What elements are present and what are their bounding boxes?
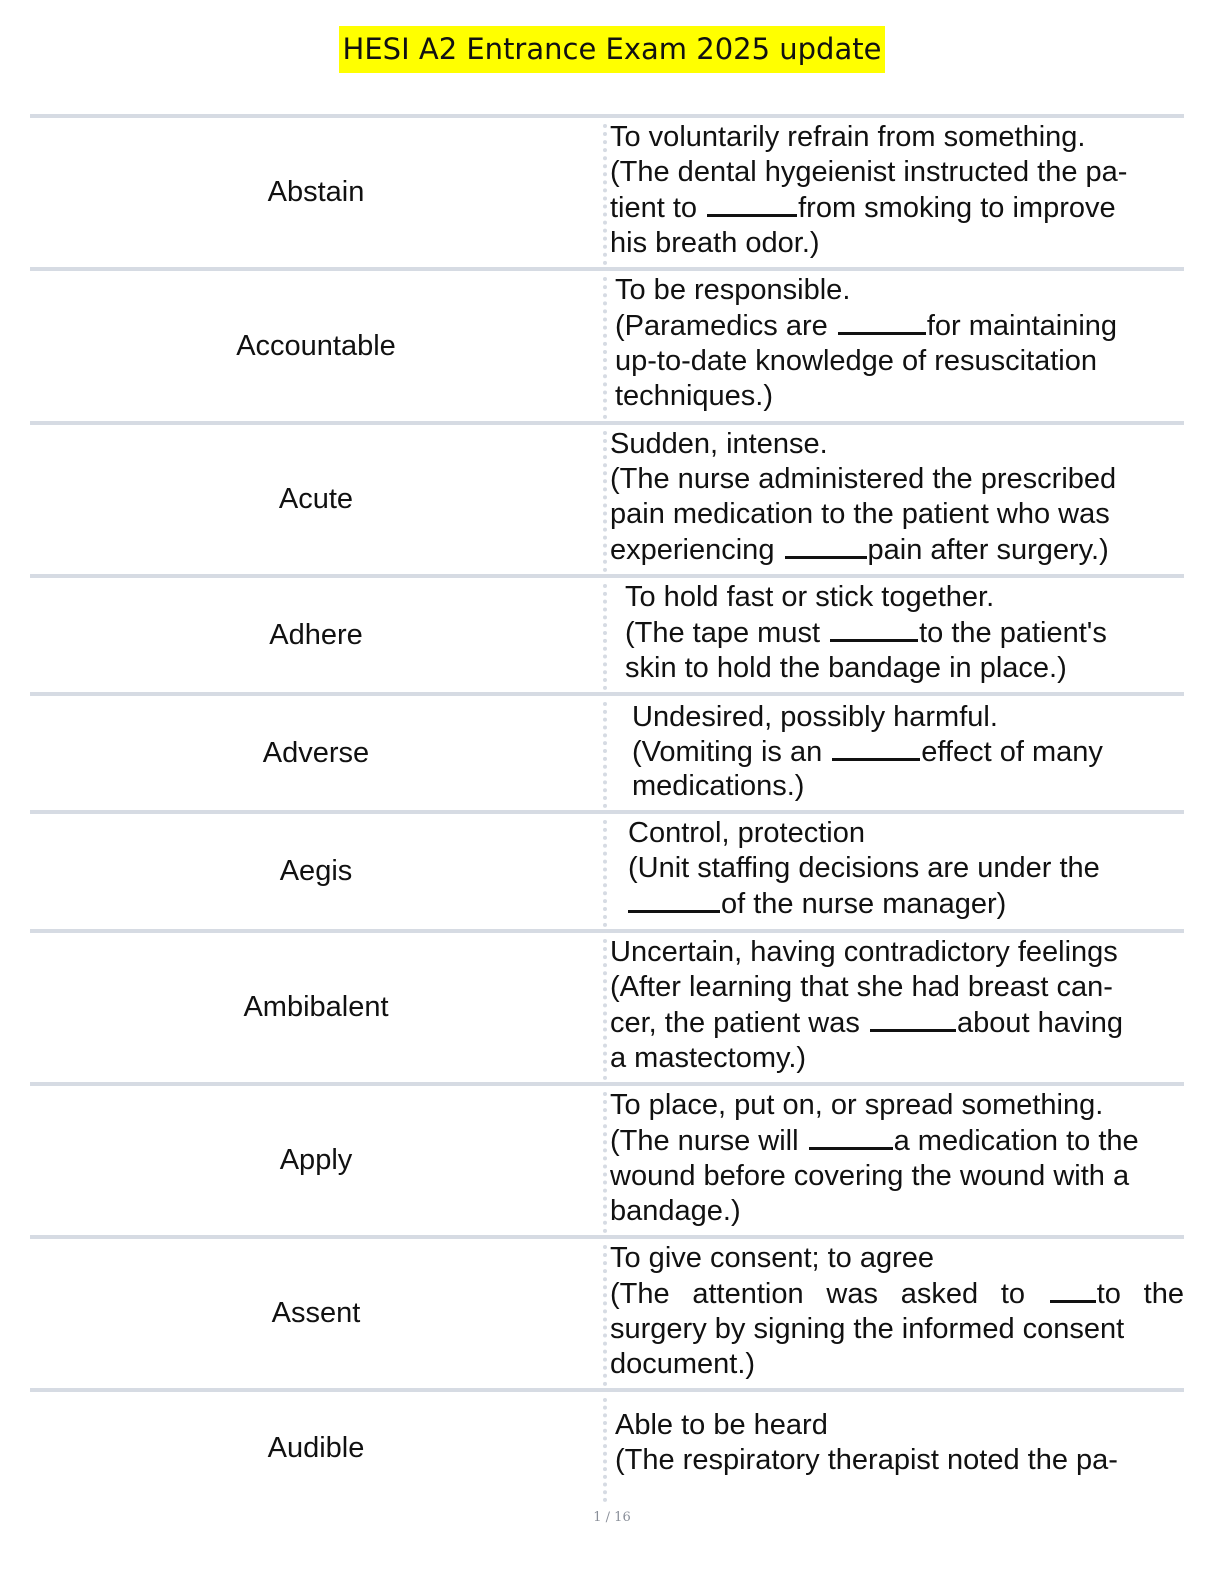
example-line: (Paramedics are for maintaining	[615, 310, 1118, 342]
example-line: bandage.)	[610, 1195, 741, 1227]
page-title: HESI A2 Entrance Exam 2025 update	[339, 26, 886, 73]
example-line: (The dental hygeienist instructed the pa-	[610, 156, 1128, 188]
blank-line	[838, 308, 926, 335]
example-line: experiencing pain after surgery.)	[610, 534, 1109, 566]
example-line: techniques.)	[615, 380, 773, 412]
column-divider	[603, 1092, 607, 1233]
example-line: (The nurse will a medication to the	[610, 1125, 1139, 1157]
table-row	[30, 692, 1184, 810]
example-line: document.)	[610, 1348, 756, 1380]
definition-line: Undesired, possibly harmful.	[632, 701, 998, 733]
column-divider	[603, 702, 607, 808]
definition-line: Uncertain, having contradictory feelings	[610, 936, 1118, 968]
blank-line	[830, 615, 918, 642]
example-line: (Vomiting is an effect of many	[632, 736, 1103, 768]
definition-cell	[610, 1088, 1184, 1229]
column-divider	[603, 1245, 607, 1386]
column-divider	[603, 431, 607, 572]
column-divider	[603, 939, 607, 1080]
table-row	[30, 267, 1184, 421]
table-row	[30, 810, 1184, 929]
column-divider	[603, 277, 607, 419]
term-cell: Accountable	[236, 329, 396, 362]
column-divider	[603, 820, 607, 927]
column-divider	[603, 1398, 607, 1502]
vocab-table	[30, 114, 1184, 1504]
definition-line: To be responsible.	[615, 274, 851, 306]
blank-line	[628, 886, 720, 913]
term-cell: Abstain	[267, 176, 365, 208]
table-row	[30, 421, 1184, 574]
blank-line	[707, 190, 797, 217]
table-row	[30, 1235, 1184, 1388]
example-line: skin to hold the bandage in place.)	[625, 652, 1067, 684]
page-number: 1 / 16	[593, 1510, 631, 1525]
blank-line	[832, 734, 920, 761]
example-line: cer, the patient was about having	[610, 1007, 1124, 1039]
title-wrap	[0, 26, 1224, 73]
definition-line: To voluntarily refrain from something.	[610, 121, 1086, 153]
example-line: (The tape must to the patient's	[625, 617, 1107, 649]
example-line: up-to-date knowledge of resuscitation	[615, 345, 1098, 377]
term-cell: Aegis	[279, 855, 353, 887]
example-line: (The attention was asked to to the	[610, 1278, 1184, 1310]
definition-line: To place, put on, or spread something.	[610, 1089, 1104, 1121]
example-line: tient to from smoking to improve	[610, 192, 1116, 224]
blank-line	[809, 1123, 893, 1150]
term-cell: Apply	[279, 1144, 353, 1176]
example-line: (Unit staffing decisions are under the	[628, 852, 1100, 884]
definition-line: To give consent; to agree	[610, 1242, 935, 1274]
definition-cell	[615, 1408, 1184, 1478]
definition-cell	[610, 1241, 1184, 1382]
table-row	[30, 114, 1184, 267]
example-line: (After learning that she had breast can-	[610, 971, 1113, 1003]
term-cell: Ambibalent	[243, 991, 389, 1023]
column-divider	[603, 584, 607, 690]
example-line: surgery by signing the informed consent	[610, 1313, 1125, 1345]
definition-cell	[610, 935, 1184, 1076]
example-line: (The nurse administered the prescribed	[610, 463, 1117, 495]
example-line: a mastectomy.)	[610, 1042, 807, 1074]
table-row	[30, 574, 1184, 692]
term-cell: Assent	[271, 1297, 361, 1329]
example-line: medications.)	[632, 770, 805, 802]
example-line: wound before covering the wound with a	[610, 1160, 1130, 1192]
example-line: his breath odor.)	[610, 227, 820, 259]
definition-line: To hold fast or stick together.	[625, 581, 995, 613]
definition-cell	[610, 427, 1184, 568]
table-row	[30, 929, 1184, 1082]
blank-line	[785, 532, 867, 559]
definition-line: Able to be heard	[615, 1409, 828, 1441]
definition-line: Control, protection	[628, 817, 865, 849]
term-cell: Adhere	[269, 618, 363, 651]
definition-cell	[625, 580, 1184, 686]
example-line: of the nurse manager)	[628, 886, 1184, 922]
term-cell: Adverse	[262, 736, 370, 769]
blank-line	[1050, 1276, 1096, 1303]
definition-cell	[610, 120, 1184, 261]
definition-cell	[632, 700, 1184, 803]
example-line: (The respiratory therapist noted the pa-	[615, 1444, 1118, 1476]
definition-cell	[615, 273, 1184, 414]
column-divider	[603, 124, 607, 265]
definition-cell	[628, 816, 1184, 922]
definition-line: Sudden, intense.	[610, 428, 828, 460]
term-cell: Acute	[278, 483, 354, 515]
example-line: pain medication to the patient who was	[610, 498, 1110, 530]
table-row	[30, 1082, 1184, 1235]
blank-line	[870, 1005, 956, 1032]
table-row	[30, 1388, 1184, 1504]
term-cell: Audible	[267, 1431, 365, 1464]
